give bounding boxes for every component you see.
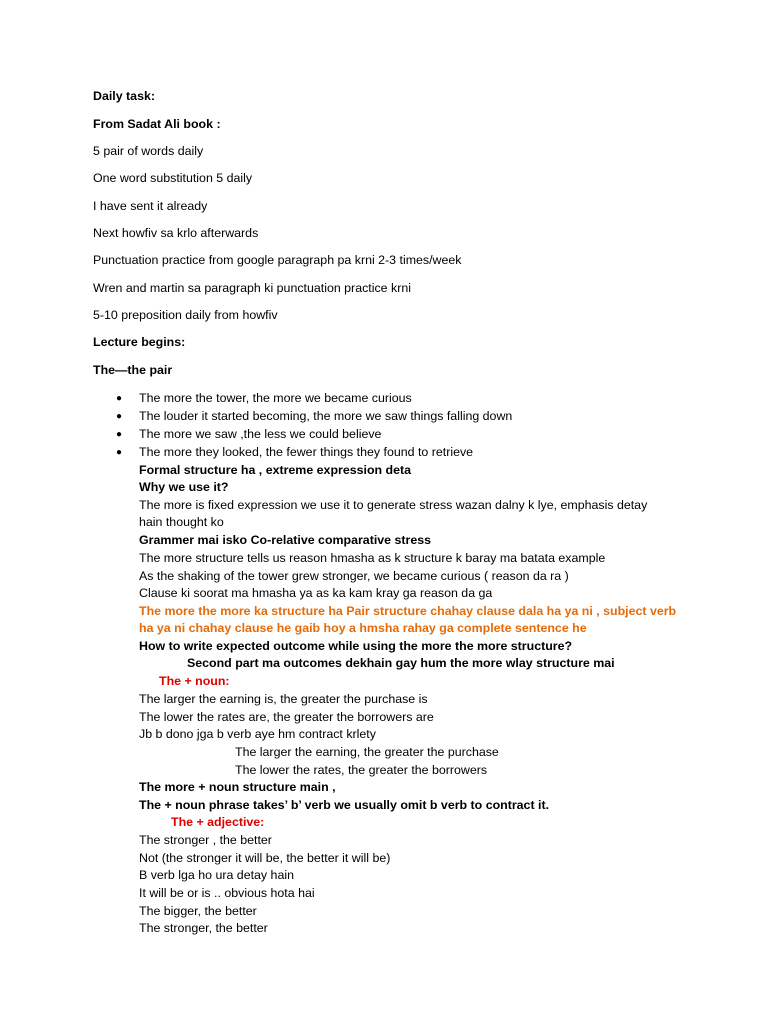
subheading-the-noun: The + noun: — [159, 674, 230, 688]
text-line: Jb b dono jga b verb aye hm contract krlety — [139, 727, 376, 741]
bullet-dot-icon: ● — [116, 411, 123, 422]
text-line: The stronger, the better — [139, 921, 268, 935]
text-line: The lower the rates are, the greater the borrowers are — [139, 710, 434, 724]
text-line: The larger the earning is, the greater the purchase is — [139, 692, 428, 706]
text-line: The more + noun structure main , — [139, 780, 336, 794]
heading-the-the-pair: The—the pair — [93, 363, 173, 377]
text-line: Next howfiv sa krlo afterwards — [93, 226, 259, 240]
text-line: Clause ki soorat ma hmasha ya as ka kam kray ga reason da ga — [139, 586, 493, 600]
highlight-line-orange: The more the more ka structure ha Pair structure chahay clause dala ha ya ni , subject verb — [139, 604, 677, 618]
text-line: How to write expected outcome while using the more the more structure? — [139, 639, 573, 653]
text-line: Why we use it? — [139, 480, 229, 494]
list-item: The louder it started becoming, the more we saw things falling down — [139, 409, 513, 423]
text-line: The bigger, the better — [139, 904, 257, 918]
bullet-dot-icon: ● — [116, 429, 123, 440]
text-line: Punctuation practice from google paragraph pa krni 2-3 times/week — [93, 253, 462, 267]
text-line: Second part ma outcomes dekhain gay hum the more wlay structure mai — [187, 656, 615, 670]
text-line: Wren and martin sa paragraph ki punctuation practice krni — [93, 281, 411, 295]
text-line: The more is fixed expression we use it to generate stress wazan dalny k lye, emphasis detay — [139, 498, 648, 512]
heading-lecture-begins: Lecture begins: — [93, 335, 186, 349]
text-line: hain thought ko — [139, 515, 224, 529]
text-line: B verb lga ho ura detay hain — [139, 868, 294, 882]
heading-daily-task: Daily task: — [93, 89, 155, 103]
subheading-the-adjective: The + adjective: — [171, 815, 265, 829]
list-item: The more we saw ,the less we could believe — [139, 427, 382, 441]
text-line: Not (the stronger it will be, the better it will be) — [139, 851, 391, 865]
text-line: The stronger , the better — [139, 833, 272, 847]
text-line: The more structure tells us reason hmasha as k structure k baray ma batata example — [139, 551, 606, 565]
heading-sadat-ali-book: From Sadat Ali book : — [93, 117, 221, 131]
list-item: The more they looked, the fewer things they found to retrieve — [139, 445, 474, 459]
text-line: 5 pair of words daily — [93, 144, 204, 158]
text-line: One word substitution 5 daily — [93, 171, 253, 185]
text-line: The larger the earning, the greater the purchase — [235, 745, 499, 759]
text-line: The + noun phrase takes’ b’ verb we usually omit b verb to contract it. — [139, 798, 550, 812]
text-line: 5-10 preposition daily from howfiv — [93, 308, 278, 322]
text-line: It will be or is .. obvious hota hai — [139, 886, 315, 900]
text-line: Formal structure ha , extreme expression deta — [139, 463, 412, 477]
text-line: As the shaking of the tower grew stronger, we became curious ( reason da ra ) — [139, 569, 569, 583]
highlight-line-orange: ha ya ni chahay clause he gaib hoy a hmsha rahay ga complete sentence he — [139, 621, 587, 635]
bullet-dot-icon: ● — [116, 393, 123, 404]
bullet-dot-icon: ● — [116, 447, 123, 458]
list-item: The more the tower, the more we became curious — [139, 391, 412, 405]
text-line: I have sent it already — [93, 199, 208, 213]
text-line: Grammer mai isko Co-relative comparative stress — [139, 533, 432, 547]
text-line: The lower the rates, the greater the borrowers — [235, 763, 488, 777]
